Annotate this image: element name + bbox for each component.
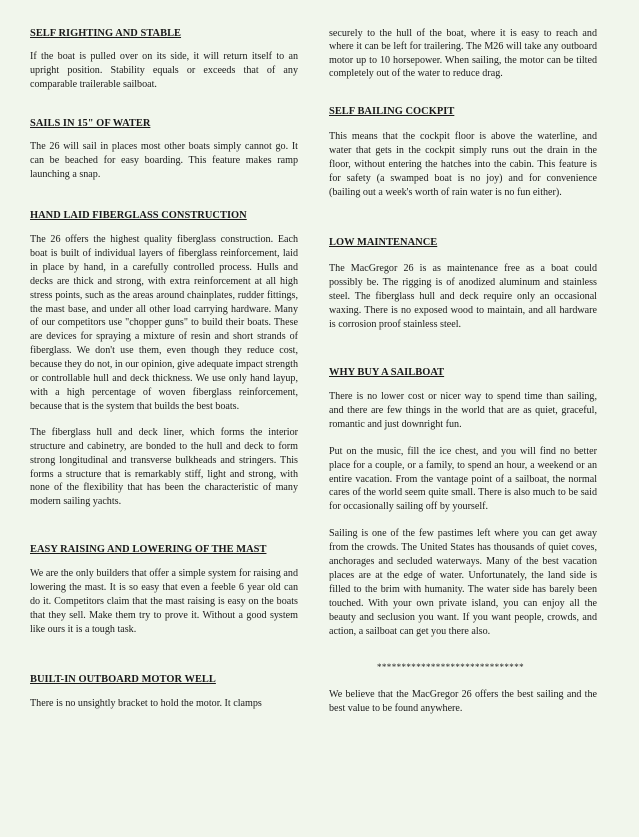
section-body: There is no lower cost or nicer way to spend time than sailing, and there are few things in the world that are as quiet, graceful, romantic and just downright fun. — [329, 391, 597, 430]
section-body: securely to the hull of the boat, where it is easy to reach and where it can be left for trailering. The M26 will take any outboard motor up to 10 horsepower. When sailing, the motor can be tilted completely out of the water to reduce drag. — [329, 28, 597, 80]
section-motor-well — [30, 673, 298, 711]
section-sails — [30, 117, 298, 182]
section-closing — [329, 688, 597, 716]
section-self-bailing-cockpit — [329, 105, 597, 200]
section-why-buy — [329, 366, 597, 639]
separator-stars: ****************************** — [377, 662, 524, 672]
section-heading: SELF BAILING COCKPIT — [329, 106, 455, 117]
section-body: Sailing is one of the few pastimes left where you can get away from the crowds. The United States has thousands of quiet coves, anchorages and secluded waterways. Many of the best vacation places are at the edge of water. Unfortunately, the land side is filled to the brim with humanity. The water side has barely been touched. With your own private island, you can enjoy all the beauty and seclusion you want. If you want people, crowds, and action, a sailboat can get you there also. — [329, 528, 597, 637]
section-body: There is no unsightly bracket to hold the motor. It clamps — [30, 698, 262, 709]
section-body: Put on the music, fill the ice chest, and you will find no better place for a couple, or a family, to spend an hour, a weekend or an entire vacation. From the vantage point of a sailboat, the normal cares of the world seem quite small. There is also much to be said for occasionally sailing off by yourself. — [329, 445, 597, 513]
section-fiberglass — [30, 209, 298, 509]
section-mast — [30, 543, 298, 637]
section-body: We are the only builders that offer a simple system for raising and lowering the mast. It is so easy that even a feeble 6 year old can do it. Competitors claim that the mast raising is easy on the boats that they sell. Make them try to prove it. Without a good system like ours it is a tough task. — [30, 568, 298, 635]
section-body: This means that the cockpit floor is above the waterline, and water that gets in the cockpit simply runs out the drain in the floor, without entering the hatches into the cabin. This feature is for safety (a swamped boat is no joy) and for convenience (bailing out a week's worth of rain water is no fun either). — [329, 131, 597, 198]
section-body: The MacGregor 26 is as maintenance free as a boat could possibly be. The rigging is of anodized aluminum and stainless steel. The fiberglass hull and deck require only an occasional waxing. There is no exposed wood to maintain, and all hardware is corrosion proof stainless steel. — [329, 263, 597, 330]
closing-statement: We believe that the MacGregor 26 offers the best sailing and the best value to be found anywhere. — [329, 689, 597, 714]
section-body: If the boat is pulled over on its side, it will return itself to an upright position. Stability equals or exceeds that of any comparable trailerable sailboat. — [30, 51, 298, 90]
section-heading: BUILT-IN OUTBOARD MOTOR WELL — [30, 674, 216, 685]
section-heading: LOW MAINTENANCE — [329, 237, 438, 248]
section-motor-well-continued — [329, 27, 597, 81]
section-low-maintenance — [329, 236, 597, 332]
section-heading: SELF RIGHTING AND STABLE — [30, 28, 182, 39]
section-body: The 26 will sail in places most other boats simply cannot go. It can be beached for easy boarding. This feature makes ramp launching a snap. — [30, 141, 298, 180]
section-heading: WHY BUY A SAILBOAT — [329, 367, 445, 378]
section-heading: HAND LAID FIBERGLASS CONSTRUCTION — [30, 210, 247, 221]
section-body: The fiberglass hull and deck liner, which forms the interior structure and cabinetry, are bonded to the hull and deck to form strong longitudinal and transverse bulkheads and stringers. This forms a structure that is remarkably stiff, light and strong, with none of the flexibility that has been the characteristic of many modern sailing yachts. — [30, 426, 298, 508]
section-heading: EASY RAISING AND LOWERING OF THE MAST — [30, 544, 267, 555]
section-body: The 26 offers the highest quality fiberglass construction. Each boat is built of individual layers of fiberglass reinforcement, laid in place by hand, in a carefully controlled process. Hulls and decks are thick and strong, with extra reinforcement at all high stress points, such as the areas around chainplates, rudder fittings, the mast base, and under all other load carrying hardware. Many of our competitors use "chopper guns" to build their boats. These are devices for spraying a mixture of resin and short strands of fiberglass. We don't use them, even though they reduce cost, because they do not, in our opinion, give adequate impact strength or controllable hull and deck thickness. We use only hand layup, with a high percentage of woven fiberglass reinforcement, because that is the system that builds the best boats. — [30, 234, 298, 412]
section-heading: SAILS IN 15" OF WATER — [30, 118, 151, 129]
section-self-righting — [30, 27, 298, 92]
